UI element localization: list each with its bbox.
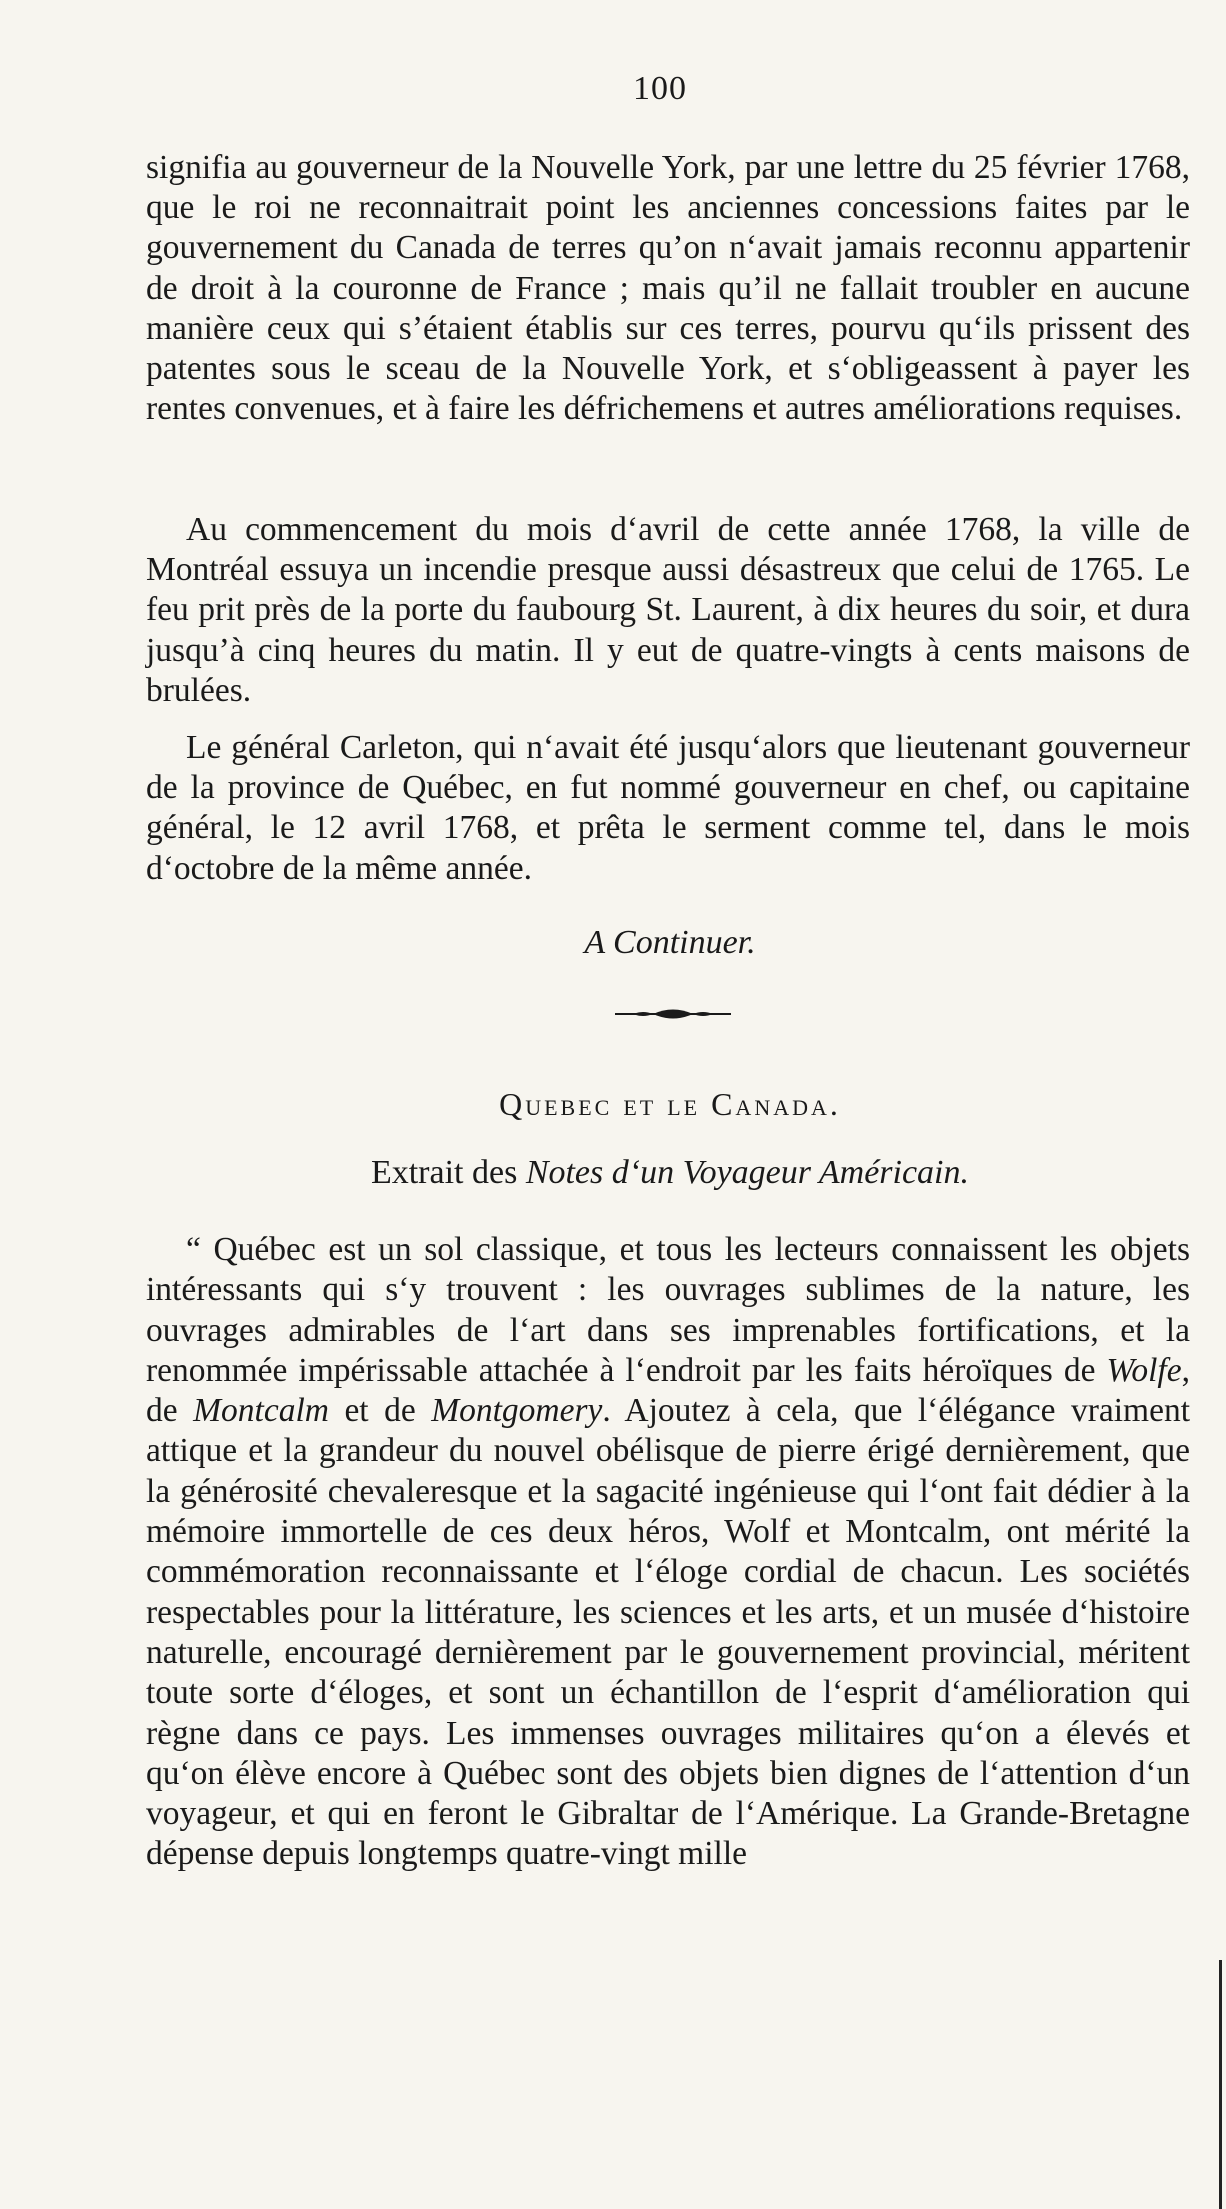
quote-separator: , de <box>146 1351 1190 1430</box>
page-edge-shadow <box>1219 1960 1222 2209</box>
paragraph-land-concessions <box>146 148 1190 429</box>
name-wolfe: Wolfe <box>1106 1351 1182 1389</box>
paragraph-carleton <box>146 728 1190 889</box>
name-montgomery: Montgomery <box>431 1392 603 1430</box>
subtitle-prefix: Extrait des <box>370 1154 518 1191</box>
page-number: 100 <box>633 70 687 107</box>
name-montcalm: Montcalm <box>193 1392 329 1430</box>
quote-part-2: . Ajoutez à cela, que l‘élégance vraiment attique et la grandeur du nouvel obélisque de pierre érigé dernièrement, que la générosité chevaleresque et la sagacité ingénieuse qui l‘ont fait dédier à la mémoire immortelle de ces deux héros, Wolf et Montcalm, ont mérité la commémoration reconnaissante et l‘éloge cordial de chacun. Les sociétés respectables pour la littérature, les sciences et les arts, et un musée d‘histoire naturelle, encouragé dernièrement par le gouvernement provincial, méritent toute sorte d‘éloges, et sont un échantillon de l‘esprit d‘amélioration qui règne dans ce pays. Les immenses ouvrages militaires qu‘on a élevés et qu‘on élève encore à Québec sont des objets bien dignes de l‘attention d‘un voyageur, et qui en feront le Gibraltar de l‘Amérique. La Grande-Bretagne dépense depuis longtemps quatre-vingt mille <box>146 1392 1191 1873</box>
paragraph-montreal-fire <box>146 510 1190 711</box>
paragraph-text: Au commencement du mois d‘avril de cette année 1768, la ville de Montréal essuya un incendie presque aussi désastreux que celui de 1765. Le feu prit près de la porte du faubourg St. Laurent, à dix heures du soir, et dura jusqu’à cinq heures du matin. Il y eut de quatre-vingts à cents maisons de brulées. <box>146 511 1190 709</box>
ornament-divider-icon <box>613 1006 733 1022</box>
to-be-continued: A Continuer. <box>584 924 756 961</box>
paragraph-text <box>146 1230 1190 1875</box>
subtitle-source: Notes d‘un Voyageur Américain. <box>525 1154 970 1191</box>
quote-part-1: “ Québec est un sol classique, et tous les lecteurs connaissent les objets intéressants qui s‘y trouvent : les ouvrages sublimes de la nature, les ouvrages admirables de l‘art dans ses imprenables fortifications, et la renommée impérissable attachée à l‘endroit par les faits héroïques de <box>146 1231 1190 1389</box>
paragraph-text: signifia au gouverneur de la Nouvelle York, par une lettre du 25 février 1768, que le roi ne reconnaitrait point les anciennes concessions faites par le gouvernement du Canada de terres qu’on n‘avait jamais reconnu appartenir de droit à la couronne de France ; mais qu’il ne fallait troubler en aucune manière ceux qui s’étaient établis sur ces terres, pourvu qu‘ils prissent des patentes sous le sceau de la Nouvelle York, et s‘obligeassent à payer les rentes convenues, et à faire les défrichemens et autres améliorations requises. <box>146 149 1190 428</box>
section-subtitle <box>0 1154 1226 1192</box>
section-heading: Quebec et le Canada. <box>499 1086 841 1122</box>
quote-separator: et de <box>344 1392 416 1430</box>
paragraph-text: Le général Carleton, qui n‘avait été jusqu‘alors que lieutenant gouverneur de la province de Québec, en fut nommé gouverneur en chef, ou capitaine général, le 12 avril 1768, et prêta le serment comme tel, dans le mois d‘octobre de la même année. <box>146 729 1190 887</box>
paragraph-quebec-quote <box>146 1230 1190 1875</box>
